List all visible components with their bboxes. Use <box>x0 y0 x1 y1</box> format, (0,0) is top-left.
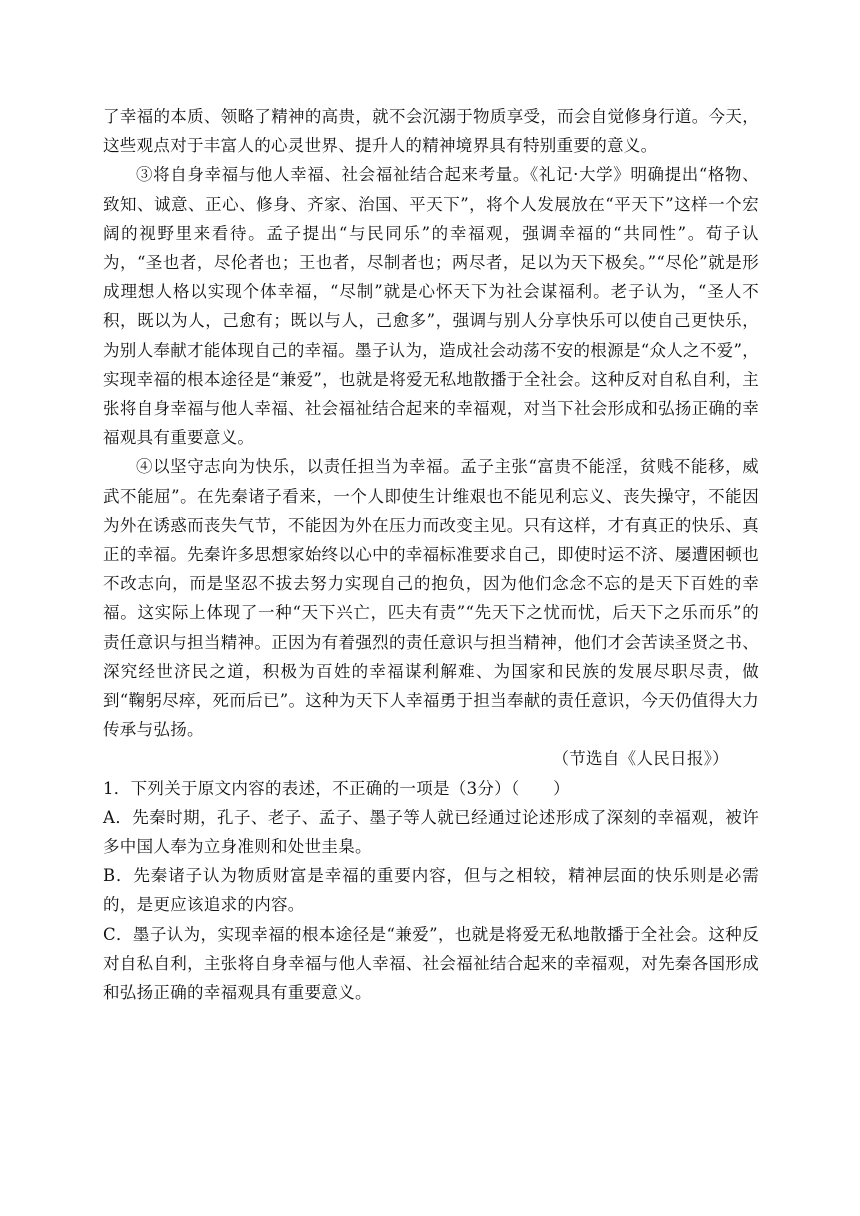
source-citation: （节选自《人民日报》） <box>552 749 729 769</box>
paragraph-3: ③将自身幸福与他人幸福、社会福祉结合起来考量。《礼记·大学》明确提出“格物、致知、诚意、正心、修身、齐家、治国、平天下”，将个人发展放在“平天下”这样一个宏阔的视野里来看待。孟子提出“与民同乐”的幸福观，强调幸福的“共同性”。荀子认为，“圣也者，尽伦者也；王也者，尽制者也；两尽者，足以为天下极矣。”“尽伦”就是形成理想人格以实现个体幸福，“尽制”就是心怀天下为社会谋福利。老子认为，“圣人不积，既以为人，己愈有；既以与人，己愈多”，强调与别人分享快乐可以使自己更快乐，为别人奉献才能体现自己的幸福。墨子认为，造成社会动荡不安的根源是“众人之不爱”，实现幸福的根本途径是“兼爱”，也就是将爱无私地散播于全社会。这种反对自私自利，主张将自身幸福与他人幸福、社会福祉结合起来的幸福观，对当下社会形成和弘扬正确的幸福观具有重要意义。 <box>103 165 759 448</box>
paragraph-4: ④以坚守志向为快乐，以责任担当为幸福。孟子主张“富贵不能淫，贫贱不能移，威武不能屈”。在先秦诸子看来，一个人即使生计维艰也不能见利忘义、丧失操守，不能因为外在诱惑而丧失气节，不能因为外在压力而改变主见。只有这样，才有真正的快乐、真正的幸福。先秦许多思想家始终以心中的幸福标准要求自己，即使时运不济、屡遭困顿也不改志向，而是坚忍不拔去努力实现自己的抱负，因为他们念念不忘的是天下百姓的幸福。这实际上体现了一种“天下兴亡，匹夫有责”“先天下之忧而忧，后天下之乐而乐”的责任意识与担当精神。正因为有着强烈的责任意识与担当精神，他们才会苦读圣贤之书、深究经世济民之道，积极为百姓的幸福谋利解难、为国家和民族的发展尽职尽责，做到“鞠躬尽瘁，死而后已”。这种为天下人幸福勇于担当奉献的责任意识，今天仍值得大力传承与弘扬。 <box>103 457 759 740</box>
paragraph-continuation: 了幸福的本质、领略了精神的高贵，就不会沉溺于物质享受，而会自觉修身行道。今天，这些观点对于丰富人的心灵世界、提升人的精神境界具有特别重要的意义。 <box>103 107 759 156</box>
option-a: A．先秦时期，孔子、老子、孟子、墨子等人就已经通过论述形成了深刻的幸福观，被许多中国人奉为立身准则和处世圭臬。 <box>103 807 759 857</box>
document-body <box>103 102 759 1007</box>
question-stem: 1．下列关于原文内容的表述，不正确的一项是（3分）（ ） <box>103 778 570 798</box>
option-c: C．墨子认为，实现幸福的根本途径是“兼爱”，也就是将爱无私地散播于全社会。这种反对自私自利，主张将自身幸福与他人幸福、社会福祉结合起来的幸福观，对先秦各国形成和弘扬正确的幸福观具有重要意义。 <box>103 924 759 1003</box>
option-b: B．先秦诸子认为物质财富是幸福的重要内容，但与之相较，精神层面的快乐则是必需的，是更应该追求的内容。 <box>103 866 759 915</box>
